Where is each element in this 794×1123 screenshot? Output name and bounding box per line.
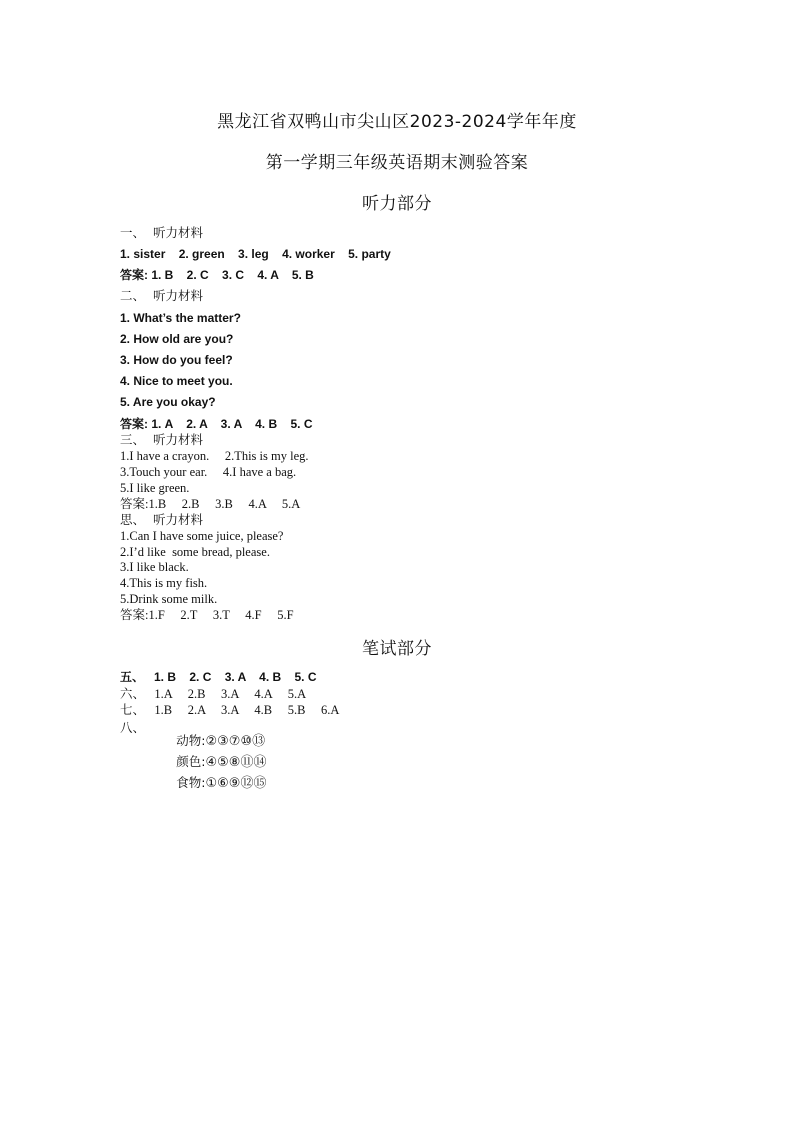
part4-item: 1.Can I have some juice, please? <box>120 529 284 543</box>
part3-item: 5.I like green. <box>120 481 190 495</box>
part4-label: 思、 听力材料 <box>120 512 203 527</box>
part3-item: 1.I have a crayon. 2.This is my leg. <box>120 449 309 463</box>
animals-category-label: 动物: <box>176 733 206 748</box>
part4-item: 5.Drink some milk. <box>120 592 218 606</box>
part3-answer: 答案:1.B 2.B 3.B 4.A 5.A <box>120 497 301 511</box>
part2-item: 1. What’s the matter? <box>120 311 241 325</box>
part3-item: 3.Touch your ear. 4.I have a bag. <box>120 465 297 479</box>
part2-item: 4. Nice to meet you. <box>120 374 233 388</box>
part3-label: 三、 听力材料 <box>120 432 203 447</box>
colors-category-label: 颜色: <box>176 754 206 769</box>
part4-item: 3.I like black. <box>120 560 189 574</box>
colors-answers: ④⑤⑧⑪⑭ <box>205 755 267 770</box>
part4-item: 2.I’d like some bread, please. <box>120 545 270 559</box>
document-title-line1: 黑龙江省双鸭山市尖山区2023-2024学年年度 <box>217 112 577 132</box>
part2-item: 2. How old are you? <box>120 332 234 346</box>
written-section-heading: 笔试部分 <box>362 639 432 659</box>
animals-answers: ②③⑦⑩⑬ <box>205 734 266 749</box>
part2-label: 二、 听力材料 <box>120 288 203 303</box>
part8-food-row <box>161 762 266 805</box>
part6-answer: 六、 1.A 2.B 3.A 4.A 5.A <box>120 687 307 701</box>
part1-material: 1. sister 2. green 3. leg 4. worker 5. party <box>120 247 391 261</box>
listening-section-heading: 听力部分 <box>362 194 432 214</box>
part4-item: 4.This is my fish. <box>120 576 208 590</box>
part1-answer: 答案: 1. B 2. C 3. C 4. A 5. B <box>120 268 314 282</box>
part2-item: 3. How do you feel? <box>120 353 233 367</box>
part8-label: 八、 <box>120 720 146 735</box>
document-title-line2: 第一学期三年级英语期末测验答案 <box>265 153 529 173</box>
part4-answer: 答案:1.F 2.T 3.T 4.F 5.F <box>120 608 294 622</box>
food-answers: ①⑥⑨⑫⑮ <box>205 776 267 791</box>
food-category-label: 食物: <box>176 775 206 790</box>
part2-answer: 答案: 1. A 2. A 3. A 4. B 5. C <box>120 417 313 431</box>
part1-label: 一、 听力材料 <box>120 225 203 240</box>
part2-item: 5. Are you okay? <box>120 395 216 409</box>
part5-answer: 五、 1. B 2. C 3. A 4. B 5. C <box>120 670 317 684</box>
part7-answer: 七、 1.B 2.A 3.A 4.B 5.B 6.A <box>120 703 340 717</box>
